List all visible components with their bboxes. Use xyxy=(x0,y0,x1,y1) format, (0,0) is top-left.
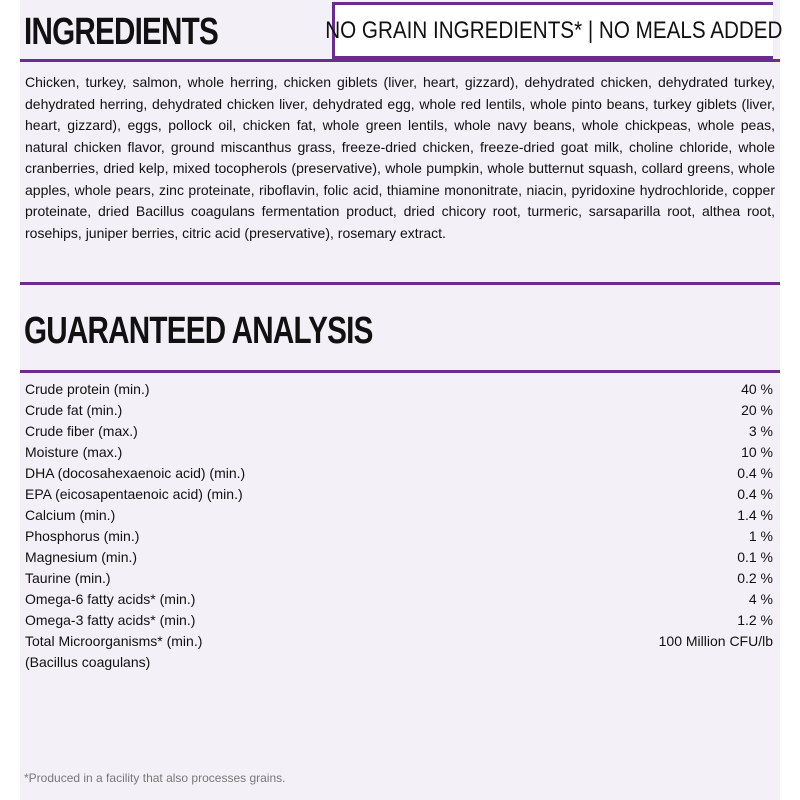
analysis-label: EPA (eicosapentaenoic acid) (min.) xyxy=(25,486,243,502)
analysis-row xyxy=(25,463,773,484)
analysis-label: Omega-3 fatty acids* (min.) xyxy=(25,612,196,628)
analysis-value: 10 % xyxy=(741,444,773,460)
analysis-row xyxy=(25,547,773,568)
analysis-value: 40 % xyxy=(741,381,773,397)
analysis-row xyxy=(25,526,773,547)
analysis-row xyxy=(25,484,773,505)
analysis-value: 3 % xyxy=(748,423,773,439)
analysis-value: 1.4 % xyxy=(737,507,773,523)
guaranteed-analysis-heading: GUARANTEED ANALYSIS xyxy=(24,310,373,352)
grain-free-badge xyxy=(325,2,783,59)
facility-footnote: *Produced in a facility that also processes grains. xyxy=(24,771,286,785)
analysis-row xyxy=(25,442,773,463)
section-divider xyxy=(20,282,780,285)
analysis-label: DHA (docosahexaenoic acid) (min.) xyxy=(25,465,246,481)
analysis-row xyxy=(25,589,773,610)
analysis-value: 20 % xyxy=(741,402,773,418)
analysis-value: 1.2 % xyxy=(737,612,773,628)
analysis-row xyxy=(25,379,773,400)
analysis-label: Crude protein (min.) xyxy=(25,381,150,397)
analysis-label: Calcium (min.) xyxy=(25,507,116,523)
analysis-label: Magnesium (min.) xyxy=(25,549,138,565)
analysis-row xyxy=(25,610,773,631)
analysis-value: 100 Million CFU/lb xyxy=(658,633,773,649)
analysis-row xyxy=(25,568,773,589)
analysis-row xyxy=(25,421,773,442)
analysis-value: 4 % xyxy=(748,591,773,607)
analysis-row xyxy=(25,400,773,421)
analysis-value: 0.4 % xyxy=(737,465,773,481)
analysis-value: 1 % xyxy=(748,528,773,544)
grain-free-badge-text: NO GRAIN INGREDIENTS* | NO MEALS ADDED xyxy=(325,16,783,44)
analysis-value: 0.1 % xyxy=(737,549,773,565)
analysis-table xyxy=(25,379,773,673)
analysis-label: Phosphorus (min.) xyxy=(25,528,140,544)
analysis-value: 0.2 % xyxy=(737,570,773,586)
analysis-label: Omega-6 fatty acids* (min.) xyxy=(25,591,196,607)
ingredients-list: Chicken, turkey, salmon, whole herring, chicken giblets (liver, heart, gizzard), dehydrated chicken, dehydrated turkey, dehydrated herring, dehydrated chicken liver, dehydrated egg, whole red lentils, whole pinto beans, turkey giblets (liver, heart, gizzard), eggs, pollock oil, chicken fat, whole green lentils, whole navy beans, whole chickpeas, whole peas, natural chicken flavor, ground miscanthus grass, freeze-dried chicken, freeze-dried goat milk, choline chloride, whole cranberries, dried kelp, mixed tocopherols (preservative), whole pumpkin, whole butternut squash, collard greens, whole apples, whole pears, zinc proteinate, riboflavin, folic acid, thiamine mononitrate, niacin, pyridoxine hydrochloride, copper proteinate, dried Bacillus coagulans fermentation product, dried chicory root, turmeric, sarsaparilla root, althea root, rosehips, juniper berries, citric acid (preservative), rosemary extract. xyxy=(25,74,775,241)
analysis-label: Total Microorganisms* (min.) xyxy=(25,633,203,649)
analysis-label: Crude fiber (max.) xyxy=(25,423,138,439)
analysis-row xyxy=(25,505,773,526)
ingredients-heading: INGREDIENTS xyxy=(24,11,218,53)
analysis-label: Moisture (max.) xyxy=(25,444,123,460)
analysis-value: 0.4 % xyxy=(737,486,773,502)
microorganism-note: (Bacillus coagulans) xyxy=(25,654,151,670)
analysis-divider xyxy=(20,370,780,373)
ingredients-divider xyxy=(20,59,780,62)
analysis-label: Taurine (min.) xyxy=(25,570,111,586)
analysis-label: Crude fat (min.) xyxy=(25,402,123,418)
analysis-row xyxy=(25,631,773,652)
